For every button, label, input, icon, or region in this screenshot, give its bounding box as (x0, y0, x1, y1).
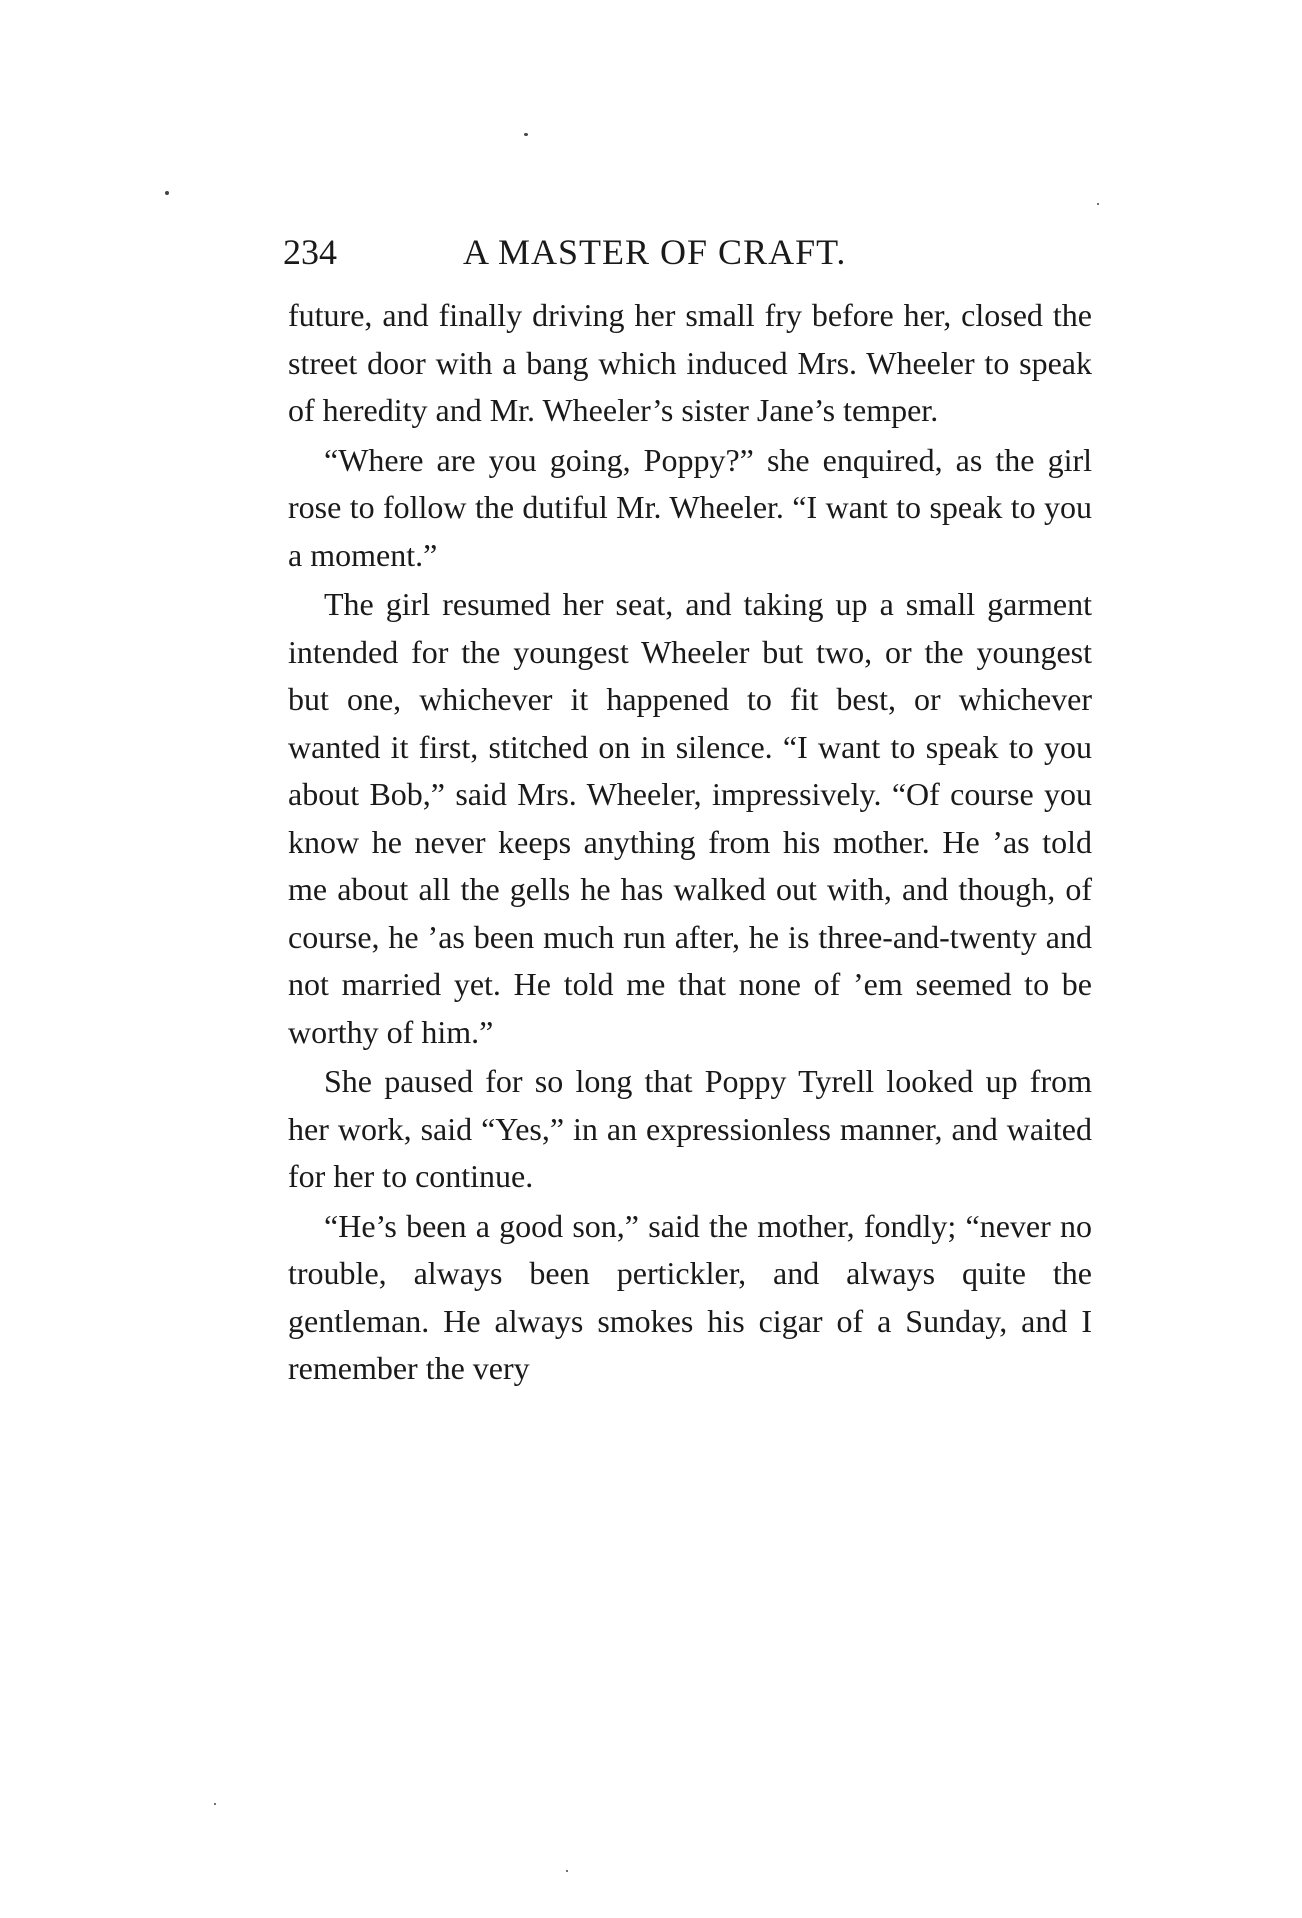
paragraph: “He’s been a good son,” said the mother, fondly; “never no trouble, always been pertickler, and always quite the gentleman. He always smokes his cigar of a Sunday, and I remember the very (288, 1207, 1092, 1386)
scan-speck (524, 133, 528, 136)
scan-speck (165, 191, 169, 195)
scan-speck (566, 1870, 568, 1872)
scan-speck (1097, 203, 1099, 205)
scan-speck (214, 1803, 216, 1805)
page-header (283, 228, 1093, 276)
paragraph: She paused for so long that Poppy Tyrell looked up from her work, said “Yes,” in an expressionless manner, and waited for her to continue. (288, 1063, 1092, 1194)
paragraph: The girl resumed her seat, and taking up a small garment intended for the youngest Wheeler but two, or the youngest but one, whichever it happened to fit best, or whichever wanted it first, stitched on in silence. “I want to speak to you about Bob,” said Mrs. Wheeler, impressively. “Of course you know he never keeps anything from his mother. He ’as told me about all the gells he has walked out with, and though, of course, he ’as been much run after, he is three-and-twenty and not married yet. He told me that none of ’em seemed to be worthy of him.” (288, 586, 1092, 1050)
paragraph: “Where are you going, Poppy?” she enquired, as the girl rose to follow the dutiful Mr. Wheeler. “I want to speak to you a moment.” (288, 441, 1092, 573)
running-title: A MASTER OF CRAFT. (463, 232, 847, 272)
body-text (288, 292, 1092, 1393)
page-number: 234 (283, 232, 337, 272)
paragraph: future, and finally driving her small fry before her, closed the street door with a bang which induced Mrs. Wheeler to speak of heredity and Mr. Wheeler’s sister Jane’s temper. (288, 297, 1092, 428)
